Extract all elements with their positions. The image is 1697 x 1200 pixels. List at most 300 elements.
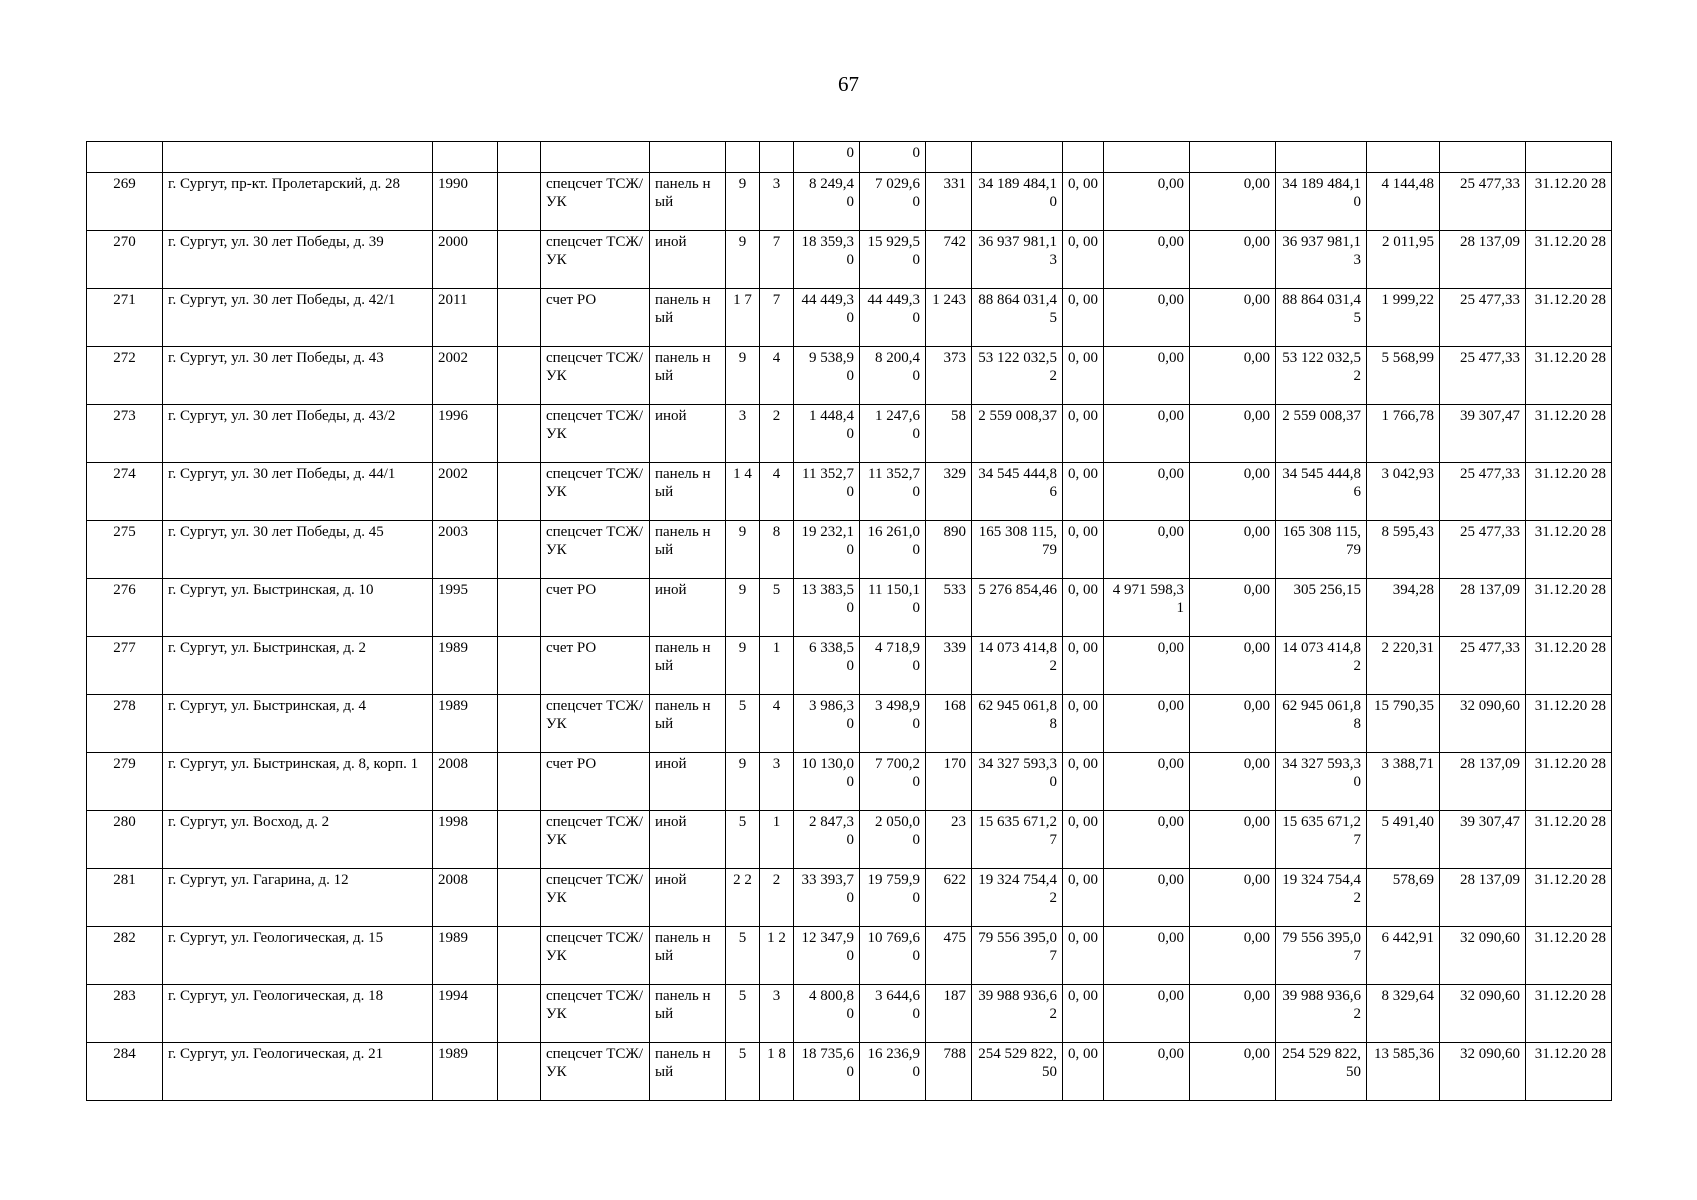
cell-address: г. Сургут, ул. Быстринская, д. 2 [163,637,433,695]
cell-cost-source-2 [1190,142,1276,173]
cell-floors: 9 [726,173,760,231]
cell-cost-source-1: 0,00 [1104,289,1190,347]
cell-residents: 58 [926,405,972,463]
cell-total-area: 12 347,9 0 [794,927,860,985]
cell-max-unit-cost: 28 137,09 [1440,579,1526,637]
cell-cost-source-2: 0,00 [1190,811,1276,869]
cell-total-area: 11 352,7 0 [794,463,860,521]
cell-wall-type: иной [650,231,726,289]
cell-cost-source-3: 15 635 671,27 [1276,811,1367,869]
cell-fund-method: спецсчет ТСЖ/УК [541,405,650,463]
cell-entrances: 7 [760,289,794,347]
cell-year: 2002 [433,463,498,521]
cell-year: 1998 [433,811,498,869]
cell-address: г. Сургут, пр-кт. Пролетарский, д. 28 [163,173,433,231]
cell-total-cost: 88 864 031,45 [972,289,1063,347]
cell-entrances: 5 [760,579,794,637]
cell-cost-source-2: 0,00 [1190,869,1276,927]
cell-completion-date: 31.12.20 28 [1526,695,1612,753]
cell-fund-method: спецсчет ТСЖ/УК [541,463,650,521]
cell-empty [498,521,541,579]
cell-year: 1990 [433,173,498,231]
cell-year: 2002 [433,347,498,405]
cell-number: 273 [87,405,163,463]
cell-cost-part: 0, 00 [1063,927,1104,985]
cell-completion-date: 31.12.20 28 [1526,927,1612,985]
cell-floors: 9 [726,231,760,289]
cell-cost-source-1 [1104,142,1190,173]
cell-entrances: 2 [760,405,794,463]
cell-number: 282 [87,927,163,985]
cell-wall-type: панель ный [650,289,726,347]
cell-cost-part: 0, 00 [1063,811,1104,869]
cell-residents: 1 243 [926,289,972,347]
cell-unit-cost: 578,69 [1367,869,1440,927]
cell-cost-source-2: 0,00 [1190,927,1276,985]
cell-year: 2008 [433,869,498,927]
cell-cost-source-3: 88 864 031,45 [1276,289,1367,347]
cell-entrances: 3 [760,173,794,231]
cell-total-cost: 19 324 754,42 [972,869,1063,927]
cell-cost-part: 0, 00 [1063,463,1104,521]
cell-empty [498,463,541,521]
cell-unit-cost: 8 595,43 [1367,521,1440,579]
cell-cost-part: 0, 00 [1063,289,1104,347]
table-row [87,289,1612,347]
cell-cost-source-1: 0,00 [1104,753,1190,811]
cell-total-cost: 34 327 593,30 [972,753,1063,811]
cell-cost-source-2: 0,00 [1190,695,1276,753]
cell-address: г. Сургут, ул. 30 лет Победы, д. 43 [163,347,433,405]
cell-total-cost: 36 937 981,13 [972,231,1063,289]
cell-living-area: 8 200,4 0 [860,347,926,405]
cell-total-cost: 5 276 854,46 [972,579,1063,637]
cell-floors: 5 [726,811,760,869]
cell-floors: 5 [726,695,760,753]
cell-cost-source-3: 34 545 444,86 [1276,463,1367,521]
cell-completion-date: 31.12.20 28 [1526,869,1612,927]
table-row [87,753,1612,811]
cell-total-area: 19 232,1 0 [794,521,860,579]
cell-total-area: 13 383,5 0 [794,579,860,637]
cell-number: 274 [87,463,163,521]
cell-max-unit-cost: 32 090,60 [1440,927,1526,985]
cell-fund-method: спецсчет ТСЖ/УК [541,231,650,289]
cell-cost-source-3: 36 937 981,13 [1276,231,1367,289]
cell-residents: 339 [926,637,972,695]
cell-cost-part: 0, 00 [1063,869,1104,927]
cell-total-area: 3 986,3 0 [794,695,860,753]
cell-empty [498,231,541,289]
cell-total-area: 18 735,6 0 [794,1043,860,1101]
cell-unit-cost: 8 329,64 [1367,985,1440,1043]
cell-wall-type: панель ный [650,347,726,405]
cell-address: г. Сургут, ул. Быстринская, д. 10 [163,579,433,637]
cell-max-unit-cost: 32 090,60 [1440,1043,1526,1101]
cell-wall-type: панель ный [650,521,726,579]
cell-cost-source-2: 0,00 [1190,1043,1276,1101]
cell-entrances: 2 [760,869,794,927]
cell-fund-method: счет РО [541,753,650,811]
table-row [87,927,1612,985]
cell-cost-source-2: 0,00 [1190,231,1276,289]
cell-fund-method: спецсчет ТСЖ/УК [541,1043,650,1101]
cell-cost-source-1: 0,00 [1104,985,1190,1043]
cell-living-area: 1 247,6 0 [860,405,926,463]
cell-fund-method: счет РО [541,637,650,695]
cell-total-area: 1 448,4 0 [794,405,860,463]
cell-cost-source-3: 254 529 822,50 [1276,1043,1367,1101]
cell-residents: 533 [926,579,972,637]
cell-address [163,142,433,173]
table-row-continuation [87,142,1612,173]
cell-fund-method: спецсчет ТСЖ/УК [541,811,650,869]
cell-address: г. Сургут, ул. 30 лет Победы, д. 39 [163,231,433,289]
cell-number: 272 [87,347,163,405]
cell-unit-cost: 4 144,48 [1367,173,1440,231]
cell-year: 1996 [433,405,498,463]
cell-max-unit-cost: 32 090,60 [1440,695,1526,753]
cell-living-area: 11 352,7 0 [860,463,926,521]
table-row [87,985,1612,1043]
cell-year: 2008 [433,753,498,811]
table-row [87,173,1612,231]
cell-completion-date: 31.12.20 28 [1526,637,1612,695]
cell-total-cost: 14 073 414,82 [972,637,1063,695]
cell-cost-source-1: 0,00 [1104,927,1190,985]
cell-cost-source-2: 0,00 [1190,173,1276,231]
cell-cost-source-3: 62 945 061,88 [1276,695,1367,753]
cell-residents: 373 [926,347,972,405]
cell-fund-method [541,142,650,173]
table-row [87,1043,1612,1101]
cell-living-area: 15 929,5 0 [860,231,926,289]
cell-empty [498,637,541,695]
cell-total-cost: 2 559 008,37 [972,405,1063,463]
cell-completion-date: 31.12.20 28 [1526,811,1612,869]
table-row [87,347,1612,405]
cell-floors: 1 7 [726,289,760,347]
cell-wall-type: панель ный [650,695,726,753]
cell-cost-source-3: 19 324 754,42 [1276,869,1367,927]
cell-total-cost: 15 635 671,27 [972,811,1063,869]
cell-living-area: 44 449,3 0 [860,289,926,347]
cell-address: г. Сургут, ул. Геологическая, д. 21 [163,1043,433,1101]
cell-fund-method: спецсчет ТСЖ/УК [541,521,650,579]
cell-cost-source-3: 305 256,15 [1276,579,1367,637]
cell-entrances: 7 [760,231,794,289]
cell-cost-source-3: 34 189 484,10 [1276,173,1367,231]
cell-living-area: 11 150,1 0 [860,579,926,637]
cell-cost-source-1: 0,00 [1104,405,1190,463]
cell-residents: 168 [926,695,972,753]
cell-wall-type: панель ный [650,927,726,985]
cell-cost-source-2: 0,00 [1190,521,1276,579]
cell-residents: 170 [926,753,972,811]
cell-cost-part: 0, 00 [1063,405,1104,463]
cell-year: 1989 [433,695,498,753]
cell-fund-method: счет РО [541,289,650,347]
cell-address: г. Сургут, ул. 30 лет Победы, д. 42/1 [163,289,433,347]
cell-max-unit-cost [1440,142,1526,173]
cell-unit-cost: 5 491,40 [1367,811,1440,869]
cell-cost-part: 0, 00 [1063,753,1104,811]
table-row [87,231,1612,289]
cell-cost-source-1: 0,00 [1104,695,1190,753]
cell-number: 283 [87,985,163,1043]
cell-entrances: 4 [760,347,794,405]
cell-living-area: 3 644,6 0 [860,985,926,1043]
cell-year: 1989 [433,927,498,985]
cell-wall-type: иной [650,579,726,637]
cell-living-area: 0 [860,142,926,173]
cell-unit-cost: 13 585,36 [1367,1043,1440,1101]
table-row [87,463,1612,521]
cell-entrances: 8 [760,521,794,579]
cell-cost-source-1: 0,00 [1104,463,1190,521]
cell-number: 279 [87,753,163,811]
cell-cost-source-2: 0,00 [1190,985,1276,1043]
cell-cost-source-2: 0,00 [1190,579,1276,637]
cell-completion-date [1526,142,1612,173]
cell-cost-source-2: 0,00 [1190,347,1276,405]
cell-entrances: 3 [760,753,794,811]
table-row [87,869,1612,927]
cell-cost-part: 0, 00 [1063,579,1104,637]
cell-year: 1989 [433,1043,498,1101]
cell-number: 278 [87,695,163,753]
cell-address: г. Сургут, ул. Геологическая, д. 15 [163,927,433,985]
cell-total-area: 2 847,3 0 [794,811,860,869]
page-number: 67 [838,72,859,96]
cell-entrances: 4 [760,695,794,753]
cell-completion-date: 31.12.20 28 [1526,289,1612,347]
cell-max-unit-cost: 25 477,33 [1440,173,1526,231]
cell-year: 1994 [433,985,498,1043]
cell-total-area: 10 130,0 0 [794,753,860,811]
cell-floors: 9 [726,637,760,695]
cell-cost-source-3 [1276,142,1367,173]
cell-wall-type: иной [650,811,726,869]
cell-total-cost: 62 945 061,88 [972,695,1063,753]
table-body [87,142,1612,1101]
cell-residents: 329 [926,463,972,521]
cell-max-unit-cost: 39 307,47 [1440,811,1526,869]
cell-number: 271 [87,289,163,347]
cell-max-unit-cost: 39 307,47 [1440,405,1526,463]
cell-year: 2000 [433,231,498,289]
cell-total-area: 9 538,9 0 [794,347,860,405]
cell-entrances: 1 [760,637,794,695]
table-row [87,579,1612,637]
cell-cost-source-2: 0,00 [1190,463,1276,521]
cell-cost-source-1: 0,00 [1104,231,1190,289]
cell-cost-source-3: 79 556 395,07 [1276,927,1367,985]
cell-unit-cost: 2 011,95 [1367,231,1440,289]
cell-year: 2003 [433,521,498,579]
cell-cost-source-1: 4 971 598,31 [1104,579,1190,637]
cell-floors: 1 4 [726,463,760,521]
cell-address: г. Сургут, ул. 30 лет Победы, д. 43/2 [163,405,433,463]
cell-total-area: 44 449,3 0 [794,289,860,347]
cell-completion-date: 31.12.20 28 [1526,1043,1612,1101]
cell-max-unit-cost: 28 137,09 [1440,869,1526,927]
cell-living-area: 7 029,6 0 [860,173,926,231]
cell-floors: 5 [726,1043,760,1101]
cell-number: 284 [87,1043,163,1101]
cell-fund-method: спецсчет ТСЖ/УК [541,173,650,231]
cell-completion-date: 31.12.20 28 [1526,463,1612,521]
cell-unit-cost: 15 790,35 [1367,695,1440,753]
cell-living-area: 10 769,6 0 [860,927,926,985]
cell-living-area: 16 236,9 0 [860,1043,926,1101]
cell-residents: 187 [926,985,972,1043]
cell-floors: 5 [726,927,760,985]
cell-unit-cost: 3 388,71 [1367,753,1440,811]
cell-max-unit-cost: 25 477,33 [1440,637,1526,695]
cell-floors: 9 [726,521,760,579]
cell-living-area: 19 759,9 0 [860,869,926,927]
cell-empty [498,142,541,173]
cell-total-area: 4 800,8 0 [794,985,860,1043]
cell-cost-part: 0, 00 [1063,637,1104,695]
cell-unit-cost: 5 568,99 [1367,347,1440,405]
cell-empty [498,579,541,637]
cell-total-area: 18 359,3 0 [794,231,860,289]
cell-address: г. Сургут, ул. Восход, д. 2 [163,811,433,869]
cell-cost-part: 0, 00 [1063,521,1104,579]
cell-floors: 3 [726,405,760,463]
cell-unit-cost: 3 042,93 [1367,463,1440,521]
cell-empty [498,811,541,869]
cell-cost-source-1: 0,00 [1104,173,1190,231]
cell-fund-method: счет РО [541,579,650,637]
cell-cost-source-1: 0,00 [1104,811,1190,869]
cell-total-cost: 34 545 444,86 [972,463,1063,521]
cell-completion-date: 31.12.20 28 [1526,753,1612,811]
cell-address: г. Сургут, ул. Геологическая, д. 18 [163,985,433,1043]
cell-max-unit-cost: 25 477,33 [1440,463,1526,521]
cell-cost-source-1: 0,00 [1104,869,1190,927]
cell-unit-cost: 6 442,91 [1367,927,1440,985]
cell-wall-type: иной [650,405,726,463]
cell-completion-date: 31.12.20 28 [1526,231,1612,289]
cell-total-cost: 79 556 395,07 [972,927,1063,985]
cell-address: г. Сургут, ул. 30 лет Победы, д. 44/1 [163,463,433,521]
cell-empty [498,753,541,811]
cell-floors: 5 [726,985,760,1043]
cell-fund-method: спецсчет ТСЖ/УК [541,927,650,985]
cell-floors: 9 [726,753,760,811]
cell-year: 2011 [433,289,498,347]
cell-residents: 23 [926,811,972,869]
cell-residents: 742 [926,231,972,289]
cell-floors: 2 2 [726,869,760,927]
cell-total-cost: 34 189 484,10 [972,173,1063,231]
cell-total-area: 0 [794,142,860,173]
cell-wall-type: панель ный [650,463,726,521]
cell-cost-source-2: 0,00 [1190,289,1276,347]
cell-entrances: 3 [760,985,794,1043]
cell-address: г. Сургут, ул. 30 лет Победы, д. 45 [163,521,433,579]
cell-fund-method: спецсчет ТСЖ/УК [541,695,650,753]
cell-total-cost: 254 529 822,50 [972,1043,1063,1101]
cell-cost-part: 0, 00 [1063,231,1104,289]
cell-empty [498,985,541,1043]
cell-max-unit-cost: 25 477,33 [1440,289,1526,347]
cell-unit-cost [1367,142,1440,173]
cell-total-area: 33 393,7 0 [794,869,860,927]
cell-living-area: 16 261,0 0 [860,521,926,579]
cell-total-area: 8 249,4 0 [794,173,860,231]
cell-cost-source-3: 39 988 936,62 [1276,985,1367,1043]
cell-max-unit-cost: 32 090,60 [1440,985,1526,1043]
cell-number: 280 [87,811,163,869]
cell-number: 281 [87,869,163,927]
cell-cost-part: 0, 00 [1063,347,1104,405]
cell-total-cost [972,142,1063,173]
cell-wall-type [650,142,726,173]
cell-total-cost: 165 308 115,79 [972,521,1063,579]
cell-cost-source-1: 0,00 [1104,347,1190,405]
cell-cost-source-1: 0,00 [1104,637,1190,695]
cell-cost-source-3: 2 559 008,37 [1276,405,1367,463]
cell-wall-type: панель ный [650,985,726,1043]
capital-repair-register-table [86,141,1612,1101]
cell-cost-part: 0, 00 [1063,173,1104,231]
cell-cost-source-2: 0,00 [1190,405,1276,463]
cell-empty [498,347,541,405]
cell-total-area: 6 338,5 0 [794,637,860,695]
cell-unit-cost: 1 766,78 [1367,405,1440,463]
cell-entrances [760,142,794,173]
cell-living-area: 7 700,2 0 [860,753,926,811]
cell-fund-method: спецсчет ТСЖ/УК [541,347,650,405]
cell-total-cost: 53 122 032,52 [972,347,1063,405]
cell-fund-method: спецсчет ТСЖ/УК [541,985,650,1043]
cell-wall-type: панель ный [650,173,726,231]
cell-wall-type: иной [650,869,726,927]
cell-unit-cost: 1 999,22 [1367,289,1440,347]
cell-cost-source-3: 165 308 115,79 [1276,521,1367,579]
cell-number [87,142,163,173]
cell-living-area: 2 050,0 0 [860,811,926,869]
cell-fund-method: спецсчет ТСЖ/УК [541,869,650,927]
cell-number: 277 [87,637,163,695]
cell-cost-part: 0, 00 [1063,1043,1104,1101]
cell-completion-date: 31.12.20 28 [1526,579,1612,637]
cell-address: г. Сургут, ул. Быстринская, д. 8, корп. 1 [163,753,433,811]
cell-cost-source-1: 0,00 [1104,1043,1190,1101]
cell-empty [498,927,541,985]
cell-number: 276 [87,579,163,637]
cell-entrances: 1 8 [760,1043,794,1101]
cell-residents: 788 [926,1043,972,1101]
cell-max-unit-cost: 25 477,33 [1440,347,1526,405]
table-row [87,637,1612,695]
cell-number: 270 [87,231,163,289]
cell-completion-date: 31.12.20 28 [1526,347,1612,405]
cell-wall-type: панель ный [650,637,726,695]
cell-entrances: 1 [760,811,794,869]
cell-entrances: 1 2 [760,927,794,985]
cell-year: 1995 [433,579,498,637]
table-row [87,405,1612,463]
cell-cost-source-3: 34 327 593,30 [1276,753,1367,811]
cell-cost-source-3: 14 073 414,82 [1276,637,1367,695]
cell-completion-date: 31.12.20 28 [1526,173,1612,231]
cell-max-unit-cost: 25 477,33 [1440,521,1526,579]
